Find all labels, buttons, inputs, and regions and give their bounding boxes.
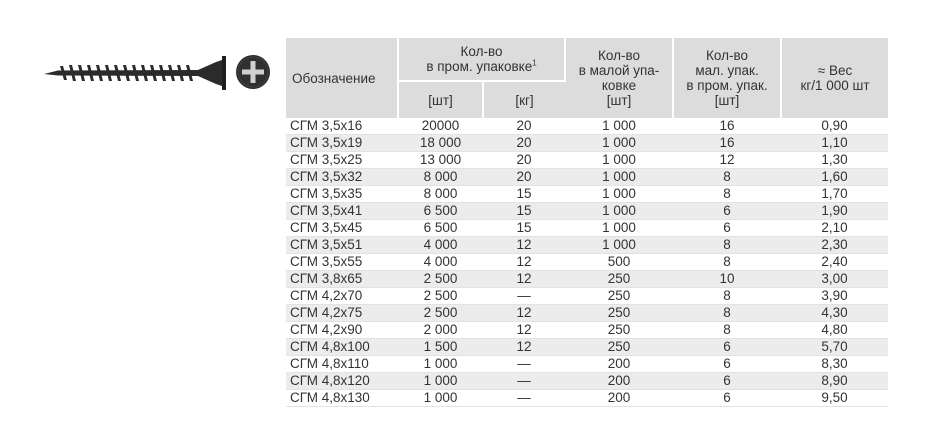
designation-cell: СГМ 3,5х19 <box>286 135 398 152</box>
table-row <box>286 186 888 203</box>
table-row <box>286 254 888 271</box>
qty-small-cell: 200 <box>565 373 673 390</box>
qty-pack-cell: 6 <box>673 373 781 390</box>
qty-pack-cell: 6 <box>673 390 781 407</box>
qty-kg-cell: 12 <box>483 271 565 288</box>
weight-cell: 4,30 <box>781 305 888 322</box>
qty-pcs-cell: 2 000 <box>398 322 483 339</box>
qty-pcs-cell: 8 000 <box>398 186 483 203</box>
table-row <box>286 288 888 305</box>
designation-cell: СГМ 4,8х130 <box>286 390 398 407</box>
qty-pack-cell: 8 <box>673 254 781 271</box>
unit-pcs-header: [шт] <box>398 81 483 118</box>
designation-cell: СГМ 4,2х70 <box>286 288 398 305</box>
designation-cell: СГМ 4,2х90 <box>286 322 398 339</box>
qty-small-cell: 250 <box>565 271 673 288</box>
qty-pack-cell: 10 <box>673 271 781 288</box>
qty-pcs-cell: 18 000 <box>398 135 483 152</box>
weight-cell: 8,30 <box>781 356 888 373</box>
weight-cell: 1,70 <box>781 186 888 203</box>
weight-cell: 2,10 <box>781 220 888 237</box>
qty-small-cell: 1 000 <box>565 203 673 220</box>
qty-small-cell: 1 000 <box>565 186 673 203</box>
table-row <box>286 322 888 339</box>
phillips-head-icon <box>236 55 270 89</box>
designation-cell: СГМ 3,5х45 <box>286 220 398 237</box>
table-row <box>286 390 888 407</box>
qty-kg-cell: 20 <box>483 135 565 152</box>
qty-pcs-cell: 2 500 <box>398 288 483 305</box>
weight-cell: 3,00 <box>781 271 888 288</box>
designation-cell: СГМ 3,5х51 <box>286 237 398 254</box>
qty-kg-cell: 12 <box>483 305 565 322</box>
qty-pack-cell: 6 <box>673 356 781 373</box>
qty-pcs-cell: 1 000 <box>398 356 483 373</box>
qty-kg-cell: — <box>483 373 565 390</box>
qty-kg-cell: 12 <box>483 237 565 254</box>
designation-cell: СГМ 3,8х65 <box>286 271 398 288</box>
weight-cell: 1,30 <box>781 152 888 169</box>
weight-cell: 2,30 <box>781 237 888 254</box>
qty-kg-cell: 20 <box>483 118 565 135</box>
qty-pack-cell: 6 <box>673 203 781 220</box>
qty-pcs-cell: 1 000 <box>398 373 483 390</box>
qty-pcs-cell: 8 000 <box>398 169 483 186</box>
qty-pcs-cell: 1 000 <box>398 390 483 407</box>
qty-pcs-cell: 4 000 <box>398 237 483 254</box>
qty-small-cell: 1 000 <box>565 169 673 186</box>
qty-pcs-cell: 6 500 <box>398 220 483 237</box>
qty-pack-cell: 8 <box>673 305 781 322</box>
qty-small-header: Кол-во в малой упа- ковке [шт] <box>565 38 673 118</box>
unit-kg-header: [кг] <box>483 81 565 118</box>
designation-cell: СГМ 3,5х16 <box>286 118 398 135</box>
designation-cell: СГМ 4,8х100 <box>286 339 398 356</box>
qty-small-cell: 1 000 <box>565 118 673 135</box>
weight-cell: 1,90 <box>781 203 888 220</box>
screw-illustration <box>40 48 270 96</box>
qty-pack-cell: 8 <box>673 322 781 339</box>
qty-pack-cell: 8 <box>673 186 781 203</box>
qty-pack-cell: 8 <box>673 169 781 186</box>
table-row <box>286 356 888 373</box>
qty-pack-cell: 16 <box>673 118 781 135</box>
qty-pack-cell: 16 <box>673 135 781 152</box>
qty-pcs-cell: 13 000 <box>398 152 483 169</box>
qty-pcs-cell: 2 500 <box>398 305 483 322</box>
table-row <box>286 220 888 237</box>
designation-cell: СГМ 3,5х55 <box>286 254 398 271</box>
drywall-screw-side-icon <box>44 56 226 90</box>
table-row <box>286 203 888 220</box>
qty-pcs-cell: 2 500 <box>398 271 483 288</box>
qty-small-cell: 500 <box>565 254 673 271</box>
qty-pack-cell: 6 <box>673 220 781 237</box>
table-row <box>286 169 888 186</box>
weight-cell: 3,90 <box>781 288 888 305</box>
qty-small-cell: 1 000 <box>565 237 673 254</box>
table-row <box>286 237 888 254</box>
table-row <box>286 135 888 152</box>
qty-kg-cell: 12 <box>483 322 565 339</box>
table-row <box>286 152 888 169</box>
qty-pack-cell: 12 <box>673 152 781 169</box>
qty-pcs-cell: 6 500 <box>398 203 483 220</box>
qty-pack-cell: 8 <box>673 288 781 305</box>
qty-kg-cell: — <box>483 288 565 305</box>
designation-header: Обозначение <box>286 38 398 118</box>
designation-cell: СГМ 3,5х25 <box>286 152 398 169</box>
table-row <box>286 271 888 288</box>
qty-kg-cell: 15 <box>483 220 565 237</box>
qty-pcs-cell: 1 500 <box>398 339 483 356</box>
qty-small-cell: 200 <box>565 390 673 407</box>
weight-cell: 9,50 <box>781 390 888 407</box>
weight-cell: 1,10 <box>781 135 888 152</box>
qty-kg-cell: — <box>483 356 565 373</box>
qty-small-cell: 250 <box>565 339 673 356</box>
qty-kg-cell: 20 <box>483 152 565 169</box>
table-row <box>286 373 888 390</box>
designation-cell: СГМ 4,8х110 <box>286 356 398 373</box>
weight-header: ≈ Вес кг/1 000 шт <box>781 38 888 118</box>
weight-cell: 8,90 <box>781 373 888 390</box>
designation-cell: СГМ 4,2х75 <box>286 305 398 322</box>
weight-cell: 0,90 <box>781 118 888 135</box>
qty-pcs-cell: 4 000 <box>398 254 483 271</box>
qty-kg-cell: 15 <box>483 203 565 220</box>
designation-cell: СГМ 3,5х32 <box>286 169 398 186</box>
qty-pcs-cell: 20000 <box>398 118 483 135</box>
qty-small-cell: 250 <box>565 305 673 322</box>
weight-cell: 2,40 <box>781 254 888 271</box>
weight-cell: 1,60 <box>781 169 888 186</box>
qty-small-cell: 1 000 <box>565 152 673 169</box>
qty-small-cell: 200 <box>565 356 673 373</box>
qty-kg-cell: 12 <box>483 339 565 356</box>
table-row <box>286 305 888 322</box>
qty-pack-cell: 8 <box>673 237 781 254</box>
qty-kg-cell: 12 <box>483 254 565 271</box>
designation-cell: СГМ 4,8х120 <box>286 373 398 390</box>
table-row <box>286 118 888 135</box>
qty-small-cell: 250 <box>565 288 673 305</box>
qty-kg-cell: — <box>483 390 565 407</box>
qty-industrial-header: Кол-во в пром. упаковке$^1$ <box>398 38 565 81</box>
qty-small-cell: 250 <box>565 322 673 339</box>
table-row <box>286 339 888 356</box>
qty-pack-header: Кол-во мал. упак. в пром. упак. [шт] <box>673 38 781 118</box>
designation-cell: СГМ 3,5х35 <box>286 186 398 203</box>
weight-cell: 4,80 <box>781 322 888 339</box>
qty-small-cell: 1 000 <box>565 135 673 152</box>
designation-cell: СГМ 3,5х41 <box>286 203 398 220</box>
qty-kg-cell: 20 <box>483 169 565 186</box>
qty-pack-cell: 6 <box>673 339 781 356</box>
qty-small-cell: 1 000 <box>565 220 673 237</box>
header-row <box>286 38 888 81</box>
screw-spec-table <box>286 38 888 407</box>
qty-kg-cell: 15 <box>483 186 565 203</box>
weight-cell: 5,70 <box>781 339 888 356</box>
